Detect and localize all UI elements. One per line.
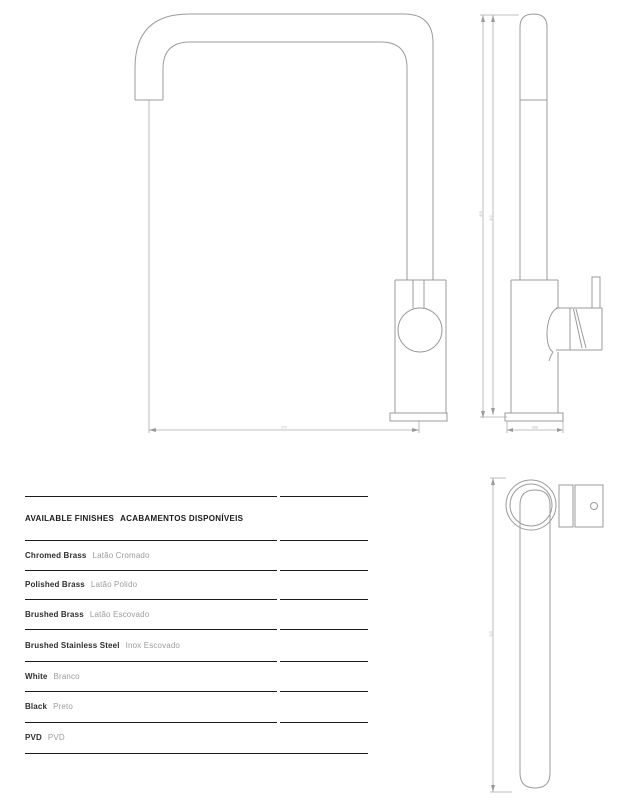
dim-arrow-left	[507, 428, 513, 432]
side-height-dimensions	[479, 15, 519, 418]
finish-name-pt: PVD	[47, 733, 65, 742]
side-view-svg	[470, 8, 615, 440]
handle-seam-lines	[574, 309, 587, 348]
base-dimension-label: ø58	[532, 425, 538, 430]
dim-arrow-top	[491, 478, 495, 485]
handle-knob-circle	[398, 308, 442, 352]
arrow-outer-top	[481, 15, 485, 22]
top-view-svg	[480, 470, 615, 800]
finish-row-pvd	[25, 722, 368, 753]
finishes-header-pt: ACABAMENTOS DISPONÍVEIS	[120, 513, 244, 523]
finish-name-en: Brushed Brass	[25, 609, 84, 619]
spout-plan-outline	[520, 490, 550, 788]
dim-arrow-bottom	[491, 785, 495, 792]
faucet-front-outline	[135, 14, 447, 421]
finish-name-en: Chromed Brass	[25, 550, 87, 560]
faucet-side-outline	[505, 14, 602, 421]
arrow-inner-top	[491, 15, 495, 22]
finish-row-black	[25, 691, 368, 722]
height-dimension-label-inner: 400	[489, 215, 493, 221]
finish-name-en: Brushed Stainless Steel	[25, 640, 120, 650]
body-outline	[395, 280, 446, 413]
finishes-header-en: AVAILABLE FINISHES	[25, 513, 115, 523]
height-dimension-label-outer: 405	[479, 211, 483, 217]
reach-dimension-label: 270	[281, 425, 287, 430]
finish-name-pt: Latão Polido	[90, 580, 138, 589]
table-column-divider	[277, 494, 280, 750]
finish-name-en: Black	[25, 702, 48, 711]
cartridge-bulge	[547, 308, 558, 361]
dim-arrow-right	[557, 428, 563, 432]
finish-row-white	[25, 661, 368, 691]
dim-arrow-right	[412, 428, 419, 432]
front-view-drawing	[130, 8, 452, 440]
finish-name-en: PVD	[25, 733, 42, 742]
finishes-header-row	[25, 496, 368, 540]
dim-arrow-left	[149, 428, 156, 432]
tube-outline	[520, 14, 547, 280]
handle-screw-hole	[591, 503, 598, 510]
finish-name-pt: Inox Escovado	[125, 640, 181, 650]
finish-row-brushed-stainless-steel	[25, 629, 368, 661]
handle-connector-rect	[559, 485, 573, 527]
body-outline	[511, 280, 558, 413]
finish-name-pt: Latão Escovado	[89, 609, 150, 619]
plan-length-dimension	[489, 478, 512, 792]
base-width-dimension	[507, 421, 563, 433]
arrow-inner-bottom	[491, 408, 495, 415]
finish-name-pt: Preto	[53, 702, 73, 711]
spout-outer-line	[135, 14, 433, 280]
base-flange	[505, 413, 563, 421]
handle-block	[556, 308, 602, 350]
finish-name-en: Polished Brass	[25, 580, 85, 589]
finish-name-en: White	[25, 671, 48, 681]
front-view-svg	[130, 8, 452, 440]
length-dimension-label: 315	[489, 631, 493, 637]
front-reach-dimension	[149, 100, 419, 433]
lever-stem	[592, 277, 600, 308]
faucet-plan-outline	[506, 480, 603, 788]
finishes-table	[25, 496, 368, 754]
finish-name-pt: Latão Cromado	[92, 550, 150, 560]
base-flange	[390, 413, 447, 421]
body-outer-circle	[506, 480, 556, 530]
finish-row-chromed-brass	[25, 540, 368, 570]
spout-inner-line	[163, 42, 407, 280]
finish-name-pt: Branco	[53, 671, 80, 681]
body-inner-lines	[413, 280, 424, 308]
handle-end-rect	[575, 485, 603, 527]
finish-row-brushed-brass	[25, 599, 368, 629]
finish-row-polished-brass	[25, 570, 368, 599]
side-view-drawing	[470, 8, 615, 440]
top-view-drawing	[480, 470, 615, 800]
